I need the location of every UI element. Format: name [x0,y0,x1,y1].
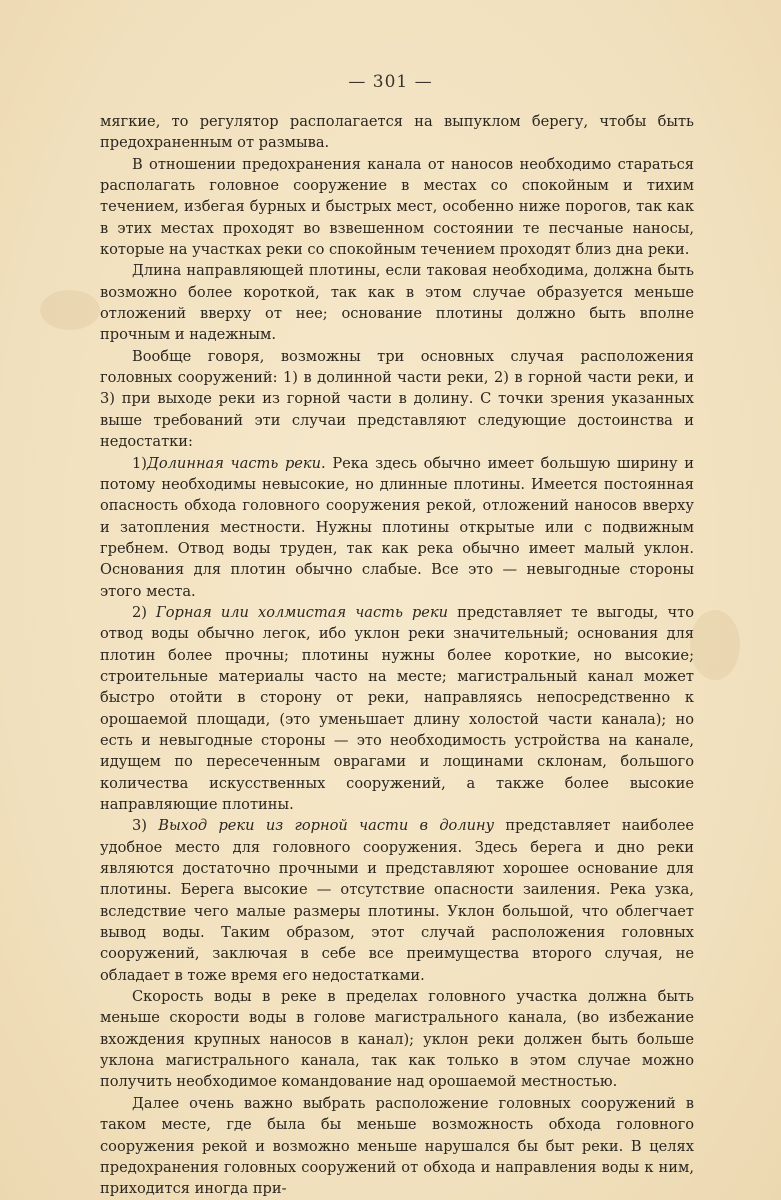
case-number: 3) [132,817,147,835]
case-number: 2) [132,603,147,621]
page-number: — 301 — [348,72,433,92]
case-title: Горная или холмистая часть реки [156,603,449,621]
paragraph: Вообще говоря, возможны три основных случая расположения головных сооружений: 1) в долинной части реки, 2) в горной части реки, и 3) при выходе реки из горной части в долину. С точки зрения указанных выше требований эти случаи представляют следующие достоинства и недостатки: [100,347,694,451]
case-text: представляет наиболее удобное место для головного сооружения. Здесь берега и дно реки являются достаточно прочными и представляют хорошее основание для плотины. Берега высокие — отсутствие опасности заиления. Река узка, вследствие чего малые размеры плотины. Уклон большой, что облегчает вывод воды. Таким образом, этот случай расположения головных сооружений, заключая в себе все преимущества второго случая, не обладает в тоже время его недостатками. [100,817,695,984]
paper-stain [40,290,100,330]
paragraph: Длина направляющей плотины, если таковая необходима, должна быть возможно более короткой, так как в этом случае образуется меньше отложений вверху от нее; основание плотины должно быть вполне прочным и надежным. [100,262,694,344]
case-title: Выход реки из горной части в долину [158,817,495,835]
paragraph-case-1 [100,453,694,602]
case-text: представляет те выгоды, что отвод воды обычно легок, ибо уклон реки значительный; основания для плотин более прочны; плотины нужны более короткие, но высокие; строительные материалы часто на месте; магистральный канал может быстро отойти в сторону от реки, направляясь непосредственно к орошаемой площади, (это уменьшает длину холостой части канала); но есть и невыгодные стороны — это необходимость устройства на канале, идущем по пересеченным оврагами и лощинами склонам, большого количества искусственных сооружений, а также более высокие направляющие плотины. [100,603,694,813]
paragraph: В отношении предохранения канала от наносов необходимо стараться располагать головное сооружение в местах со спокойным и тихим течением, избегая бурных и быстрых мест, особенно ниже порогов, так как в этих местах проходят во взвешенном состоянии те песчаные наносы, которые на участках реки со спокойным течением проходят близ дна реки. [100,155,694,259]
case-title: Долинная часть реки. [146,454,326,472]
case-number: 1) [132,454,147,472]
case-text: Река здесь обычно имеет большую ширину и потому необходимы невысокие, но длинные плотины. Имеется постоянная опасность обхода головного сооружения рекой, отложений наносов вверху и затопления местности. Нужны плотины открытые или с подвижным гребнем. Отвод воды труден, так как река обычно имеет малый уклон. Основания для плотин обычно слабые. Все это — невыгодные стороны этого места. [100,454,694,600]
paper-stain [690,610,740,680]
paragraph: Скорость воды в реке в пределах головного участка должна быть меньше скорости воды в голове магистрального канала, (во избежание вхождения крупных наносов в канал); уклон реки должен быть больше уклона магистрального канала, так как только в этом случае можно получить необходимое командование над орошаемой местностью. [100,988,694,1091]
paragraph: мягкие, то регулятор располагается на выпуклом берегу, чтобы быть предохраненным от размыва. [100,113,694,152]
paragraph-case-2 [100,602,694,815]
paragraph: Далее очень важно выбрать расположение головных сооружений в таком месте, где была бы меньше возможность обхода головного сооружения рекой и возможно меньше нарушался бы быт реки. В целях предохранения головных сооружений от обхода и направления воды к ним, приходится иногда при- [100,1094,694,1198]
body-text [100,111,694,1200]
paragraph-case-3 [100,815,694,986]
